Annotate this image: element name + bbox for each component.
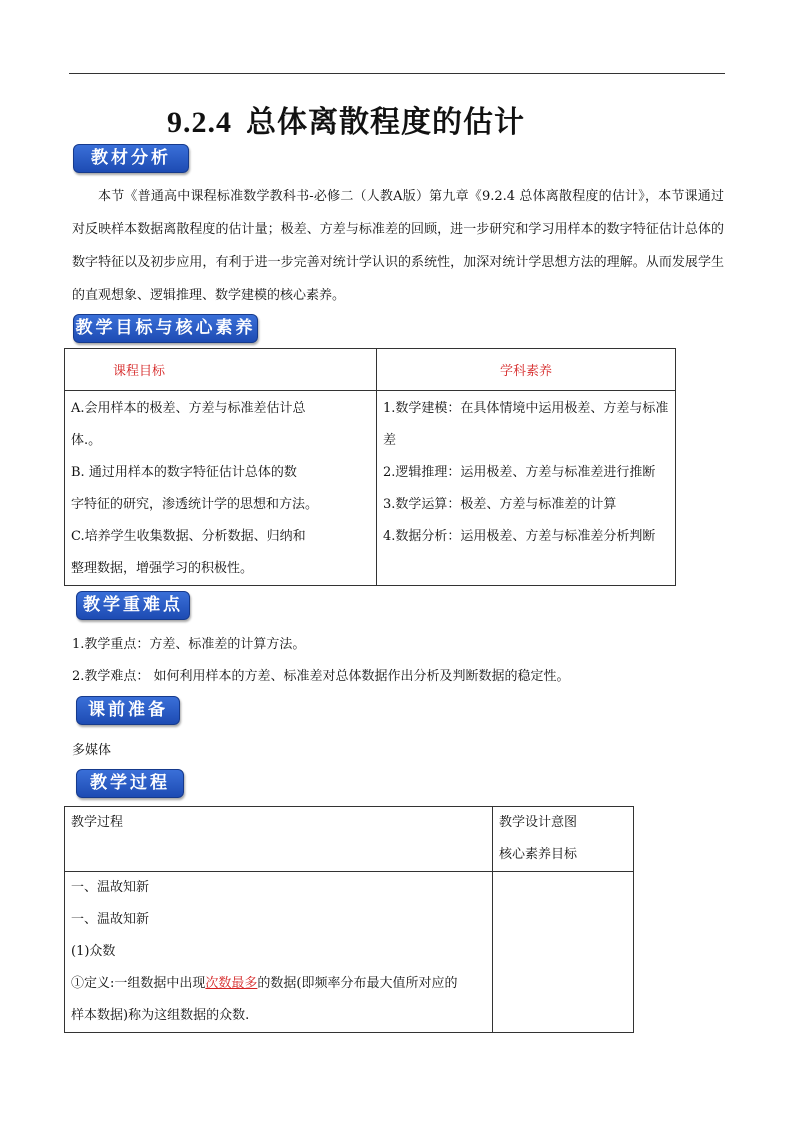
process-empty-cell [493,872,634,1033]
title-text: 总体离散程度的估计 [246,105,525,140]
mode-definition [71,968,486,1000]
literacy-line: 3.数学运算：极差、方差与标准差的计算 [383,497,617,512]
core-literacy-label: 核心素养目标 [499,847,578,862]
def-highlight: 次数最多 [205,976,258,991]
prep-text: 多媒体 [72,743,112,758]
goals-header-right: 学科素养 [377,349,676,391]
goal-line: A.会用样本的极差、方差与标准差估计总 [71,401,306,416]
goals-table [64,348,676,586]
literacy-line: 2.逻辑推理：运用极差、方差与标准差进行推断 [383,465,656,480]
section-badge-keypoints: 教学重难点 [76,591,190,620]
def-suffix: 的数据(即频率分布最大值所对应的 [257,976,458,991]
section-badge-process: 教学过程 [76,769,184,798]
section-badge-analysis: 教材分析 [73,144,189,173]
analysis-paragraph: 本节《普通高中课程标准数学教科书-必修二（人教A版）第九章《9.2.4 总体离散程度的估计》，本节课通过对反映样本数据离散程度的估计量；极差、方差与标准差的回顾，进一步研究和学习用样本的数字特征估计总体的数字特征以及初步应用，有利于进一步完善对统计学认识的系统性，加深对统计学思想方法的理解。从而发展学生的直观想象、逻辑推理、数学建模的核心素养。 [72,189,724,303]
goal-line: 整理数据，增强学习的积极性。 [71,561,254,576]
section-badge-goals: 教学目标与核心素养 [73,314,258,343]
process-line: 一、温故知新 [71,912,150,927]
goal-line: B. 通过用样本的数字特征估计总体的数 [71,465,297,480]
process-header-right [493,807,634,872]
keypoint-line: 1.教学重点：方差、标准差的计算方法。 [72,637,306,652]
design-intent-label: 教学设计意图 [499,815,578,830]
goal-line: C.培养学生收集数据、分析数据、归纳和 [71,529,306,544]
literacy-line: 1.数学建模：在具体情境中运用极差、方差与标准差 [383,401,669,448]
keypoint-line: 2.教学难点： 如何利用样本的方差、标准差对总体数据作出分析及判断数据的稳定性。 [72,669,570,684]
process-content-cell [65,872,493,1033]
process-line: (1)众数 [71,944,116,959]
page-title [167,97,525,141]
process-header-label: 教学过程 [71,815,124,830]
def-prefix: ①定义:一组数据中出现 [71,976,206,991]
goals-left-cell [65,391,377,586]
goal-line: 体.。 [71,433,102,448]
literacy-line: 4.数据分析：运用极差、方差与标准差分析判断 [383,529,656,544]
process-header-left [65,807,493,872]
process-line: 样本数据)称为这组数据的众数. [71,1008,250,1023]
goals-header-left: 课程目标 [65,349,377,391]
process-table [64,806,634,1033]
goal-line: 字特征的研究，渗透统计学的思想和方法。 [71,497,319,512]
goals-right-cell [377,391,676,586]
title-number: 9.2.4 [167,106,232,139]
header-rule [69,73,725,74]
process-line: 一、温故知新 [71,880,150,895]
section-badge-prep: 课前准备 [76,696,180,725]
